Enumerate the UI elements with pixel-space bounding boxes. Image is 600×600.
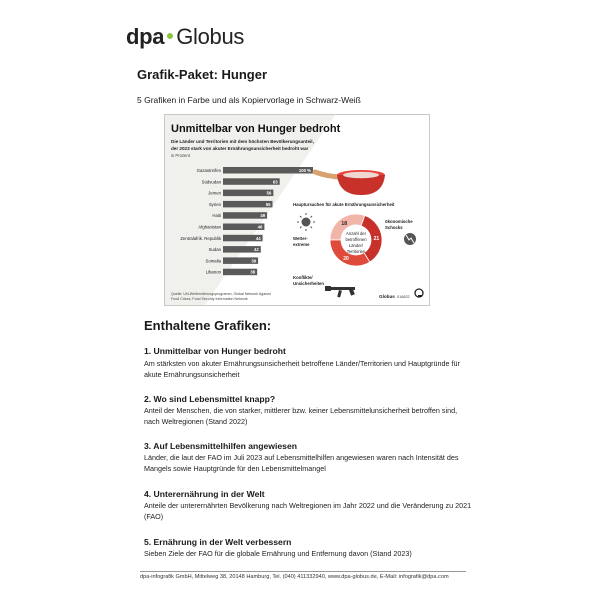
bar-value-label: 55 <box>265 201 271 207</box>
section-title: Enthaltene Grafiken: <box>144 318 272 333</box>
logo-dot-icon <box>167 33 173 39</box>
label-weather-2: extreme <box>293 242 310 247</box>
donut-value-label: 20 <box>343 255 349 262</box>
bar-value-label: 56 <box>266 190 272 196</box>
footer-contact: dpa-infografik GmbH, Mittelweg 38, 20148 Hamburg, Tel. (040) 411332940, www.dpa-globus.de, E-Mail: infografik@dpa.com <box>140 574 449 580</box>
item-2-title: 2. Wo sind Lebensmittel knapp? <box>144 394 276 404</box>
preview-subtitle-1: Die Länder und Territorien mit dem höchsten Bevölkerungsanteil, <box>171 139 314 144</box>
item-5-title: 5. Ernährung in der Welt verbessern <box>144 537 292 547</box>
bar-label: Haiti <box>212 213 221 219</box>
bar-value-label: 49 <box>260 213 266 219</box>
globus-badge: Globus <box>379 294 395 299</box>
trend-down-icon <box>404 233 416 245</box>
package-title: Grafik-Paket: Hunger <box>137 67 268 82</box>
logo-globus: Globus <box>176 24 245 49</box>
source-line-1: Quelle: UN-Welternährungsprogramm, Global Network Against <box>171 292 271 296</box>
bar-value-label: 38 <box>250 269 256 275</box>
label-econ-2: Schocks <box>385 225 403 230</box>
label-econ: ökonomische <box>385 219 413 224</box>
causes-title: Hauptursachen für akute Ernährungsunsicherheit <box>293 202 395 207</box>
item-4-title: 4. Unterernährung in der Welt <box>144 489 265 499</box>
bar-label: Somalia <box>205 258 221 264</box>
bar-label: Sudan <box>208 247 221 253</box>
preview-subtitle-2: der 2023 stark von akuter Ernährungsunsicherheit bedroht war <box>171 146 309 151</box>
item-3-desc: Länder, die laut der FAO im Juli 2023 auf Lebensmittelhilfen angewiesen waren nach Intensität des Mangels sowie Hauptgründe für den Lebensmittelmangel <box>144 453 459 473</box>
bar-label: Libanon <box>205 269 221 275</box>
dpa-globus-logo <box>126 24 244 50</box>
globus-badge-id: 016822 <box>397 295 410 299</box>
footer-divider <box>140 571 466 572</box>
preview-svg <box>165 115 429 305</box>
source-line-2: Food Crises, Food Security Information Network <box>171 297 248 301</box>
bar-label: Syrien <box>208 201 221 207</box>
logo-dpa: dpa <box>126 24 165 49</box>
bar-label: Afghanistan <box>198 224 221 230</box>
graphic-preview[interactable] <box>164 114 430 306</box>
item-2-desc: Anteil der Menschen, die von starker, mittlerer bzw. keiner Lebensmittelunsicherheit betroffen sind, nach Weltregionen (Stand 2022) <box>144 406 458 426</box>
donut-value-label: 21 <box>373 235 380 242</box>
bar-label: Gazastreifen <box>196 168 221 173</box>
donut-value-label: 18 <box>341 221 347 228</box>
item-3-title: 3. Auf Lebensmittelhilfen angewiesen <box>144 441 297 451</box>
donut-center-1: Anzahl der <box>345 231 367 236</box>
package-subtitle: 5 Grafiken in Farbe und als Kopiervorlage in Schwarz-Weiß <box>137 95 361 105</box>
bar <box>223 178 280 185</box>
bar-label: Jemen <box>208 190 221 196</box>
bar-value-label: 42 <box>254 247 259 253</box>
label-conflict: Konflikte/ <box>293 275 313 280</box>
bar-value-label: 44 <box>255 235 261 241</box>
item-1-desc: Am stärksten von akuter Ernährungsunsicherheit betroffene Länder/Territorien und Hauptgründe für akute Ernährungsunsicherheit <box>144 359 460 379</box>
bar-value-label: 63 <box>272 179 278 185</box>
bar-value-label: 100 % <box>298 168 311 173</box>
bar-label: Südsudan <box>201 179 221 185</box>
item-1-title: 1. Unmittelbar von Hunger bedroht <box>144 346 286 356</box>
donut-center-2: betroffenen <box>345 237 367 242</box>
bar-value-label: 46 <box>257 224 263 230</box>
bar-label: Zentralafrik. Republik <box>180 235 221 241</box>
donut-center-3: Länder/ <box>348 243 364 248</box>
donut-center-4: Territorien <box>346 249 366 254</box>
label-conflict-2: Unsicherheiten <box>293 281 325 286</box>
preview-unit: in Prozent <box>171 153 190 158</box>
label-weather: Wetter- <box>293 236 308 241</box>
bar-value-label: 39 <box>251 258 257 264</box>
item-5-desc: Sieben Ziele der FAO für die globale Ernährung und Entfernung davon (Stand 2023) <box>144 549 412 558</box>
preview-title: Unmittelbar von Hunger bedroht <box>171 123 341 135</box>
item-4-desc: Anteile der unterernährten Bevölkerung nach Weltregionen im Jahr 2022 und die Veränderung zu 2021 (FAO) <box>144 501 472 521</box>
